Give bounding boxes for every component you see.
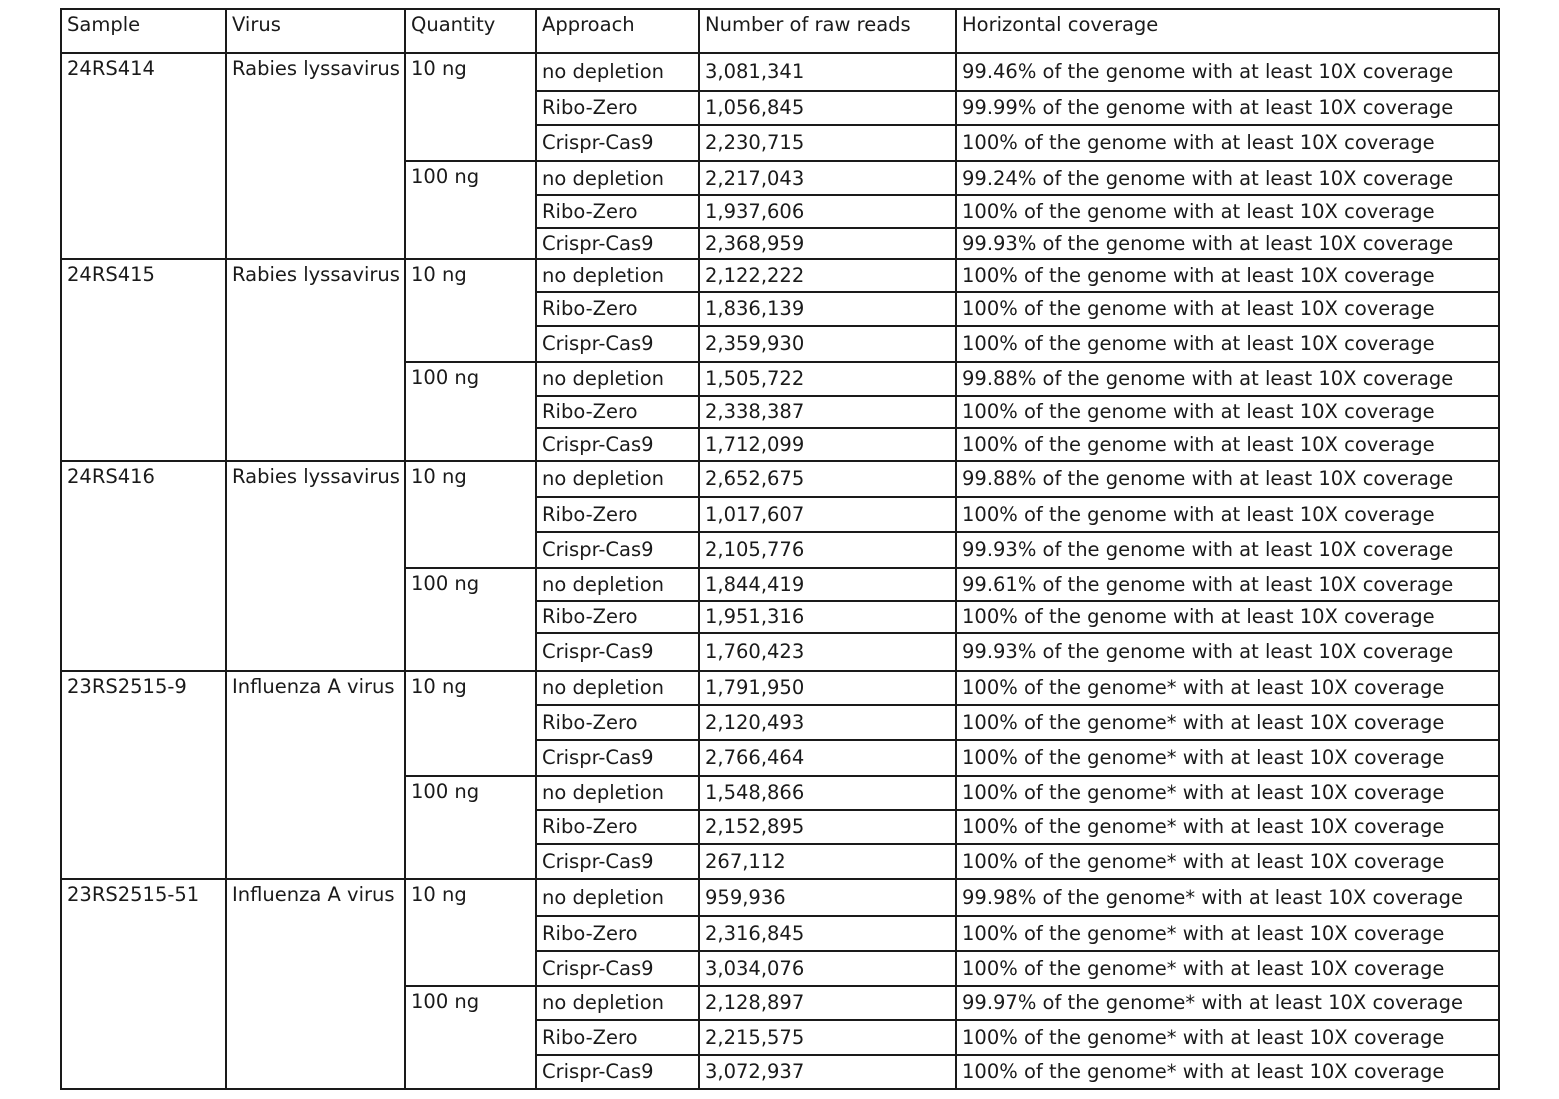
header-raw-reads: Number of raw reads [699, 9, 956, 53]
raw-reads-cell: 1,017,607 [699, 497, 956, 532]
raw-reads-cell: 3,081,341 [699, 53, 956, 91]
raw-reads-cell: 1,937,606 [699, 195, 956, 227]
approach-cell: no depletion [536, 986, 699, 1020]
coverage-cell: 99.93% of the genome with at least 10X coverage [956, 532, 1499, 568]
raw-reads-cell: 267,112 [699, 844, 956, 878]
quantity-cell: 10 ng [405, 259, 536, 362]
header-approach: Approach [536, 9, 699, 53]
approach-cell: Crispr-Cas9 [536, 228, 699, 259]
raw-reads-cell: 2,359,930 [699, 326, 956, 362]
quantity-cell: 100 ng [405, 362, 536, 461]
coverage-cell: 100% of the genome with at least 10X coverage [956, 326, 1499, 362]
raw-reads-cell: 3,072,937 [699, 1055, 956, 1089]
approach-cell: no depletion [536, 776, 699, 810]
approach-cell: no depletion [536, 53, 699, 91]
coverage-cell: 99.98% of the genome* with at least 10X coverage [956, 879, 1499, 916]
header-row [61, 9, 1499, 53]
coverage-cell: 100% of the genome* with at least 10X coverage [956, 1055, 1499, 1089]
raw-reads-cell: 1,548,866 [699, 776, 956, 810]
raw-reads-cell: 1,505,722 [699, 362, 956, 395]
raw-reads-cell: 2,368,959 [699, 228, 956, 259]
table-row [61, 259, 1499, 292]
approach-cell: Ribo-Zero [536, 497, 699, 532]
approach-cell: no depletion [536, 461, 699, 496]
approach-cell: no depletion [536, 161, 699, 195]
approach-cell: no depletion [536, 671, 699, 704]
sample-cell: 24RS414 [61, 53, 226, 259]
approach-cell: Ribo-Zero [536, 810, 699, 844]
quantity-cell: 10 ng [405, 461, 536, 568]
coverage-cell: 100% of the genome* with at least 10X coverage [956, 951, 1499, 985]
coverage-cell: 99.93% of the genome with at least 10X coverage [956, 228, 1499, 259]
raw-reads-cell: 1,844,419 [699, 568, 956, 600]
virus-cell: Rabies lyssavirus [226, 259, 405, 461]
coverage-cell: 100% of the genome* with at least 10X coverage [956, 810, 1499, 844]
raw-reads-cell: 1,760,423 [699, 633, 956, 671]
raw-reads-cell: 2,338,387 [699, 396, 956, 428]
table-row [61, 461, 1499, 496]
virus-cell: Influenza A virus [226, 879, 405, 1089]
coverage-cell: 100% of the genome with at least 10X coverage [956, 292, 1499, 325]
table-row [61, 53, 1499, 91]
coverage-cell: 99.97% of the genome* with at least 10X coverage [956, 986, 1499, 1020]
approach-cell: Ribo-Zero [536, 396, 699, 428]
approach-cell: Crispr-Cas9 [536, 532, 699, 568]
approach-cell: Crispr-Cas9 [536, 951, 699, 985]
sample-cell: 24RS415 [61, 259, 226, 461]
raw-reads-cell: 1,951,316 [699, 601, 956, 633]
coverage-cell: 100% of the genome with at least 10X coverage [956, 497, 1499, 532]
approach-cell: Crispr-Cas9 [536, 1055, 699, 1089]
header-coverage: Horizontal coverage [956, 9, 1499, 53]
quantity-cell: 10 ng [405, 53, 536, 161]
sample-cell: 24RS416 [61, 461, 226, 671]
virus-cell: Rabies lyssavirus [226, 53, 405, 259]
header-quantity: Quantity [405, 9, 536, 53]
coverage-cell: 99.24% of the genome with at least 10X coverage [956, 161, 1499, 195]
sample-cell: 23RS2515-51 [61, 879, 226, 1089]
raw-reads-cell: 1,712,099 [699, 428, 956, 461]
coverage-cell: 100% of the genome* with at least 10X coverage [956, 916, 1499, 951]
raw-reads-cell: 2,152,895 [699, 810, 956, 844]
approach-cell: Ribo-Zero [536, 916, 699, 951]
approach-cell: Crispr-Cas9 [536, 844, 699, 878]
raw-reads-cell: 2,766,464 [699, 740, 956, 775]
table-body [61, 53, 1499, 1089]
approach-cell: Ribo-Zero [536, 292, 699, 325]
sample-cell: 23RS2515-9 [61, 671, 226, 878]
raw-reads-cell: 1,836,139 [699, 292, 956, 325]
raw-reads-cell: 2,217,043 [699, 161, 956, 195]
quantity-cell: 100 ng [405, 776, 536, 879]
coverage-cell: 100% of the genome with at least 10X coverage [956, 125, 1499, 161]
coverage-cell: 100% of the genome* with at least 10X coverage [956, 1020, 1499, 1055]
approach-cell: Ribo-Zero [536, 91, 699, 124]
quantity-cell: 100 ng [405, 568, 536, 671]
coverage-cell: 100% of the genome with at least 10X coverage [956, 601, 1499, 633]
raw-reads-cell: 2,230,715 [699, 125, 956, 161]
approach-cell: Ribo-Zero [536, 601, 699, 633]
approach-cell: Crispr-Cas9 [536, 326, 699, 362]
coverage-cell: 100% of the genome* with at least 10X coverage [956, 705, 1499, 740]
approach-cell: Ribo-Zero [536, 1020, 699, 1055]
raw-reads-cell: 2,122,222 [699, 259, 956, 292]
coverage-cell: 100% of the genome* with at least 10X coverage [956, 844, 1499, 878]
raw-reads-cell: 1,056,845 [699, 91, 956, 124]
approach-cell: Crispr-Cas9 [536, 740, 699, 775]
raw-reads-cell: 2,316,845 [699, 916, 956, 951]
raw-reads-cell: 2,652,675 [699, 461, 956, 496]
table-row [61, 671, 1499, 704]
raw-reads-cell: 959,936 [699, 879, 956, 916]
quantity-cell: 100 ng [405, 161, 536, 259]
coverage-cell: 100% of the genome with at least 10X coverage [956, 195, 1499, 227]
raw-reads-cell: 2,105,776 [699, 532, 956, 568]
coverage-cell: 100% of the genome* with at least 10X coverage [956, 776, 1499, 810]
coverage-cell: 99.61% of the genome with at least 10X coverage [956, 568, 1499, 600]
coverage-cell: 100% of the genome* with at least 10X coverage [956, 740, 1499, 775]
approach-cell: no depletion [536, 362, 699, 395]
coverage-cell: 100% of the genome with at least 10X coverage [956, 396, 1499, 428]
raw-reads-cell: 1,791,950 [699, 671, 956, 704]
approach-cell: no depletion [536, 259, 699, 292]
virus-cell: Rabies lyssavirus [226, 461, 405, 671]
quantity-cell: 10 ng [405, 879, 536, 986]
virus-cell: Influenza A virus [226, 671, 405, 878]
approach-cell: Crispr-Cas9 [536, 633, 699, 671]
approach-cell: no depletion [536, 879, 699, 916]
coverage-cell: 100% of the genome* with at least 10X coverage [956, 671, 1499, 704]
header-virus: Virus [226, 9, 405, 53]
raw-reads-cell: 2,215,575 [699, 1020, 956, 1055]
results-table [60, 8, 1500, 1090]
table-row [61, 879, 1499, 916]
quantity-cell: 100 ng [405, 986, 536, 1089]
coverage-cell: 99.99% of the genome with at least 10X coverage [956, 91, 1499, 124]
approach-cell: Crispr-Cas9 [536, 428, 699, 461]
coverage-cell: 100% of the genome with at least 10X coverage [956, 428, 1499, 461]
approach-cell: Ribo-Zero [536, 705, 699, 740]
raw-reads-cell: 3,034,076 [699, 951, 956, 985]
approach-cell: no depletion [536, 568, 699, 600]
raw-reads-cell: 2,120,493 [699, 705, 956, 740]
quantity-cell: 10 ng [405, 671, 536, 775]
coverage-cell: 99.93% of the genome with at least 10X coverage [956, 633, 1499, 671]
approach-cell: Crispr-Cas9 [536, 125, 699, 161]
coverage-cell: 99.46% of the genome with at least 10X coverage [956, 53, 1499, 91]
coverage-cell: 99.88% of the genome with at least 10X coverage [956, 461, 1499, 496]
raw-reads-cell: 2,128,897 [699, 986, 956, 1020]
coverage-cell: 100% of the genome with at least 10X coverage [956, 259, 1499, 292]
header-sample: Sample [61, 9, 226, 53]
approach-cell: Ribo-Zero [536, 195, 699, 227]
coverage-cell: 99.88% of the genome with at least 10X coverage [956, 362, 1499, 395]
